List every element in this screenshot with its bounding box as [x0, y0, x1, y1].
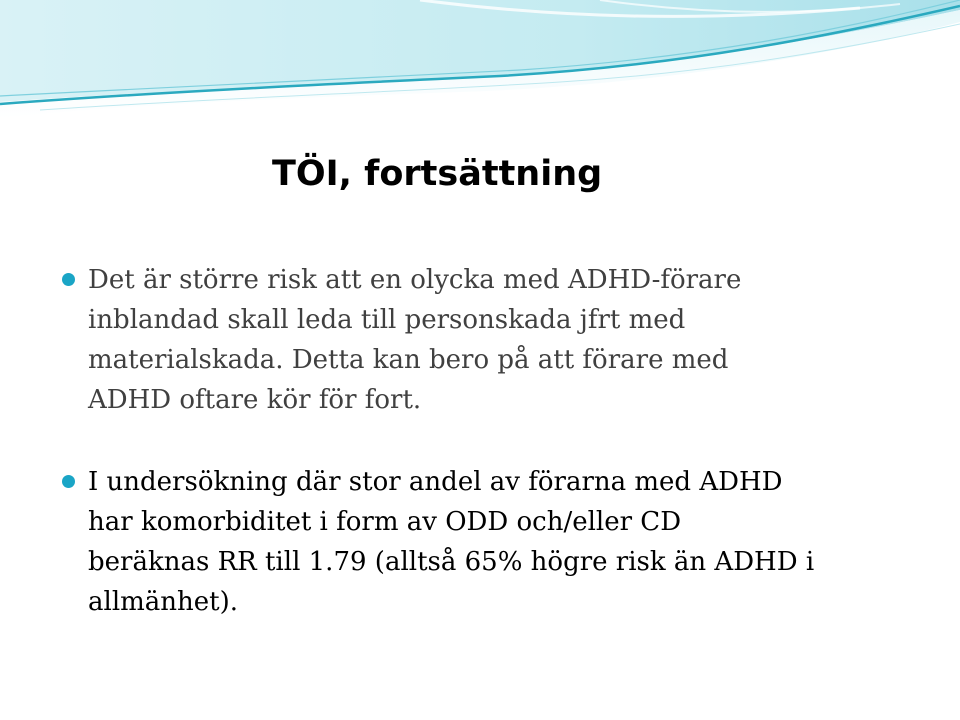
bullet-icon: [62, 273, 75, 286]
bullet-list: [62, 260, 922, 622]
slide-title: TÖI, fortsättning: [272, 154, 603, 194]
bullet-line: I undersökning där stor andel av förarna med ADHD: [88, 467, 783, 497]
bullet-line: inblandad skall leda till personskada jfrt med: [88, 305, 686, 335]
bullet-line: har komorbiditet i form av ODD och/eller CD: [88, 507, 682, 537]
bullet-line: materialskada. Detta kan bero på att förare med: [88, 345, 729, 375]
bullet-line: ADHD oftare kör för fort.: [88, 385, 422, 415]
bullet-line: allmänhet).: [88, 587, 239, 617]
header-wave-decoration: [0, 0, 960, 140]
bullet-item: [62, 260, 922, 420]
bullet-line: Det är större risk att en olycka med ADHD-förare: [88, 265, 742, 295]
bullet-line: beräknas RR till 1.79 (alltså 65% högre risk än ADHD i: [88, 547, 815, 577]
bullet-icon: [62, 475, 75, 488]
bullet-item: [62, 462, 922, 622]
